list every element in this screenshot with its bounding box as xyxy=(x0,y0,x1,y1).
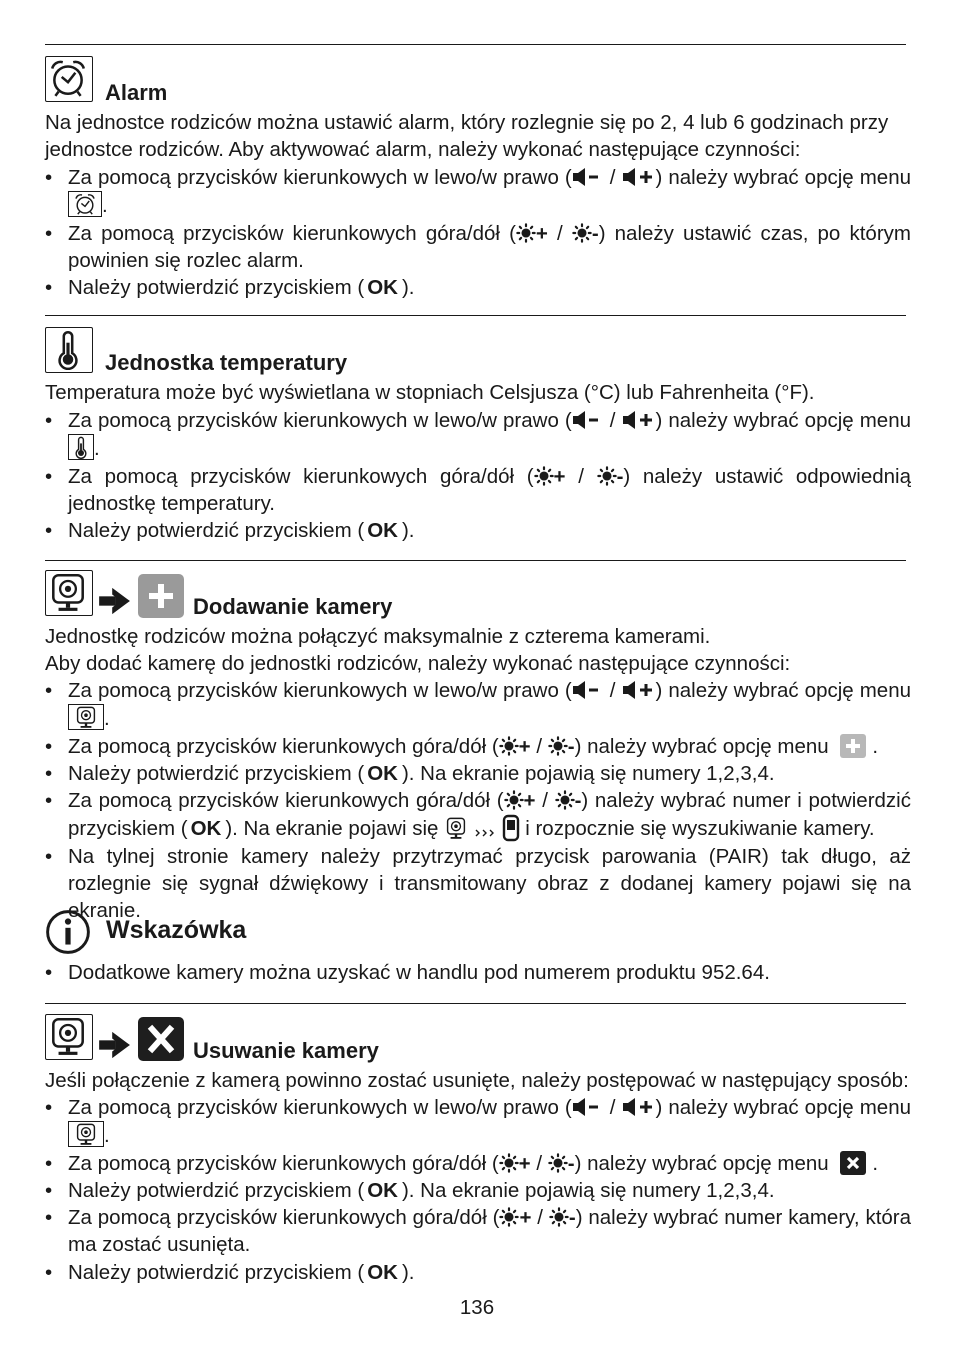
remove-camera-intro: Jeśli połączenie z kamerą powinno zostać usunięte, należy postępować w następujący sposób: xyxy=(45,1069,909,1092)
divider xyxy=(45,1003,906,1004)
right-arrow-icon xyxy=(98,1031,132,1059)
volume-down-icon xyxy=(572,1097,604,1117)
camera-icon xyxy=(68,704,104,730)
list-item: • Za pomocą przycisków kierunkowych w lewo/w prawo ( / ) należy wybrać opcję menu . xyxy=(45,1094,911,1150)
page-number: 136 xyxy=(459,1296,495,1319)
list-item: • Za pomocą przycisków kierunkowych góra/dół ( + / -) należy wybrać opcję menu . xyxy=(45,1150,911,1177)
camera-icon xyxy=(45,570,93,616)
divider xyxy=(45,560,906,561)
volume-up-icon xyxy=(622,167,656,187)
brightness-up-icon xyxy=(499,736,519,756)
signal-dots-icon xyxy=(474,828,496,838)
alarm-icon xyxy=(45,56,93,102)
divider xyxy=(45,315,906,316)
alarm-heading: Alarm xyxy=(105,80,168,105)
list-item: • Za pomocą przycisków kierunkowych w lewo/w prawo ( / ) należy wybrać opcję menu . xyxy=(45,677,911,733)
plus-button-icon xyxy=(138,574,184,618)
list-item: • Za pomocą przycisków kierunkowych w lewo/w prawo ( / ) należy wybrać opcję menu . xyxy=(45,164,911,220)
brightness-down-icon xyxy=(548,1153,568,1173)
tip-heading: Wskazówka xyxy=(106,916,247,944)
plus-button-icon xyxy=(840,734,866,758)
divider xyxy=(45,44,906,45)
list-item: • Za pomocą przycisków kierunkowych góra/dół ( + / -) należy ustawić czas, po którym powinien się rozlec alarm. xyxy=(45,220,911,275)
info-icon xyxy=(45,909,91,955)
camera-icon xyxy=(45,1014,93,1060)
alarm-steps xyxy=(45,164,911,301)
brightness-up-icon xyxy=(534,466,554,486)
volume-up-icon xyxy=(622,680,656,700)
volume-down-icon xyxy=(572,167,604,187)
x-button-icon xyxy=(138,1017,184,1061)
ok-button-label: OK xyxy=(367,519,398,543)
brightness-up-icon xyxy=(499,1153,519,1173)
brightness-down-icon xyxy=(572,223,592,243)
x-button-icon xyxy=(840,1151,866,1175)
ok-button-label: OK xyxy=(190,817,222,841)
remove-camera-steps xyxy=(45,1094,911,1286)
brightness-down-icon xyxy=(548,736,568,756)
list-item: • Za pomocą przycisków kierunkowych góra/dół ( + / -) należy wybrać numer i potwierdzić przyciskiem ( OK ). Na ekranie pojawi się i rozpocznie się wyszukiwanie kamery. xyxy=(45,787,911,843)
ok-button-label: OK xyxy=(367,1260,398,1284)
list-item: • Za pomocą przycisków kierunkowych w lewo/w prawo ( / ) należy wybrać opcję menu . xyxy=(45,407,911,463)
temperature-intro: Temperatura może być wyświetlana w stopniach Celsjusza (°C) lub Fahrenheita (°F). xyxy=(45,381,815,404)
thermometer-icon xyxy=(45,327,93,373)
list-item: • Dodatkowe kamery można uzyskać w handlu pod numerem produktu 952.64. xyxy=(45,959,911,986)
right-arrow-icon xyxy=(98,587,132,615)
parent-unit-icon xyxy=(502,814,520,842)
brightness-down-icon xyxy=(549,1207,569,1227)
add-camera-steps xyxy=(45,677,911,925)
list-item: • Należy potwierdzić przyciskiem ( OK ). xyxy=(45,274,911,301)
brightness-up-icon xyxy=(504,790,524,810)
list-item: • Należy potwierdzić przyciskiem ( OK ). Na ekranie pojawią się numery 1,2,3,4. xyxy=(45,760,911,787)
brightness-down-icon xyxy=(597,466,617,486)
brightness-up-icon xyxy=(516,223,536,243)
alarm-icon xyxy=(68,191,102,217)
camera-icon xyxy=(68,1121,104,1147)
brightness-down-icon xyxy=(555,790,575,810)
thermometer-icon xyxy=(68,434,94,460)
ok-button-label: OK xyxy=(367,1178,398,1202)
list-item: • Za pomocą przycisków kierunkowych góra/dół ( + / -) należy ustawić odpowiednią jednostkę temperatury. xyxy=(45,463,911,518)
ok-button-label: OK xyxy=(367,761,398,785)
add-camera-intro-1: Jednostkę rodziców można połączyć maksymalnie z czterema kamerami. xyxy=(45,625,711,648)
volume-down-icon xyxy=(572,410,604,430)
list-item: • Należy potwierdzić przyciskiem ( OK ). Na ekranie pojawią się numery 1,2,3,4. xyxy=(45,1177,911,1204)
tip-list xyxy=(45,959,911,986)
volume-down-icon xyxy=(572,680,604,700)
remove-camera-heading: Usuwanie kamery xyxy=(193,1038,379,1063)
temperature-steps xyxy=(45,407,911,544)
volume-up-icon xyxy=(622,410,656,430)
alarm-intro: Na jednostce rodziców można ustawić alarm, który rozlegnie się po 2, 4 lub 6 godzinach przy jednostce rodziców. Aby aktywować alarm, należy wykonać następujące czynności: xyxy=(45,111,889,162)
list-item: • Za pomocą przycisków kierunkowych góra/dół ( + / -) należy wybrać opcję menu . xyxy=(45,733,911,760)
camera-icon xyxy=(444,815,468,841)
list-item: • Za pomocą przycisków kierunkowych góra/dół ( + / -) należy wybrać numer kamery, która ma zostać usunięta. xyxy=(45,1204,911,1259)
list-item: • Należy potwierdzić przyciskiem ( OK ). xyxy=(45,1259,911,1286)
brightness-up-icon xyxy=(499,1207,519,1227)
list-item: • Na tylnej stronie kamery należy przytrzymać przycisk parowania (PAIR) tak długo, aż rozlegnie się sygnał dźwiękowy i transmitowany obraz z dodanej kamery pojawi się na ekranie. xyxy=(45,843,911,925)
temperature-heading: Jednostka temperatury xyxy=(105,350,348,375)
list-item: • Należy potwierdzić przyciskiem ( OK ). xyxy=(45,517,911,544)
ok-button-label: OK xyxy=(367,276,398,300)
add-camera-heading: Dodawanie kamery xyxy=(193,594,393,619)
volume-up-icon xyxy=(622,1097,656,1117)
add-camera-intro-2: Aby dodać kamerę do jednostki rodziców, należy wykonać następujące czynności: xyxy=(45,652,791,675)
